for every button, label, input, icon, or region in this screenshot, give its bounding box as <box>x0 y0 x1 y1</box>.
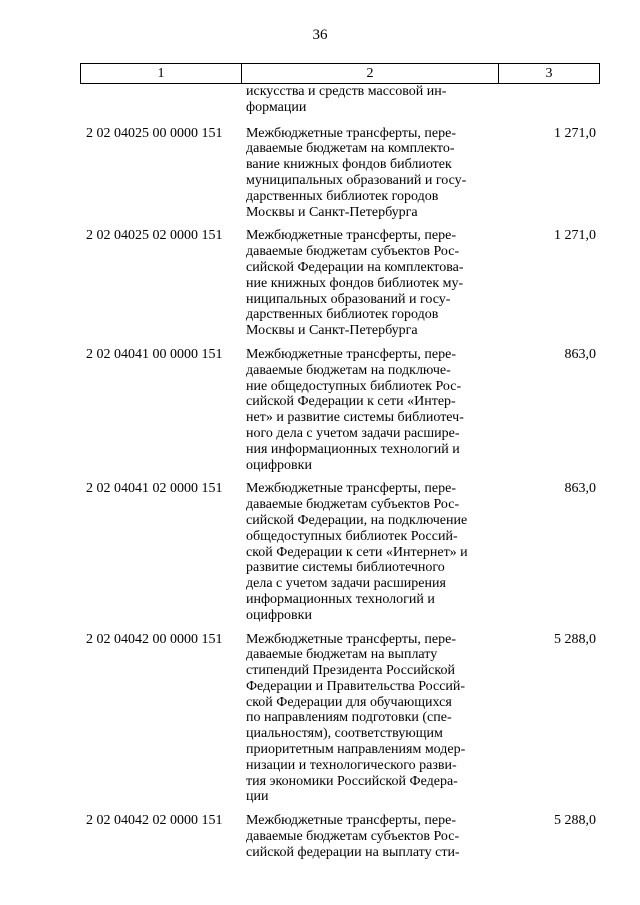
row-description: Межбюджетные трансферты, пере- даваемые бюджетам субъектов Рос- сийской Федерации, на подключение общедоступных библиотек Россий- ской Федерации к сети «Интернет» и развитие системы библиотечного дела с учетом задачи расширения информационных технологий и оцифровки <box>246 481 468 623</box>
table-row <box>80 813 600 860</box>
row-amount: 5 288,0 <box>554 631 596 647</box>
row-description: Межбюджетные трансферты, пере- даваемые бюджетам на подключе- ние общедоступных библиотек Рос- сийской Федерации к сети «Интер- нет» и развитие системы библиотеч- ного дела с учетом задачи расшире- ния информационных технологий и оцифровки <box>246 346 464 473</box>
row-amount: 863,0 <box>564 346 596 362</box>
table-header <box>80 63 600 84</box>
budget-code: 2 02 04025 02 0000 151 <box>86 228 223 244</box>
budget-code: 2 02 04041 02 0000 151 <box>86 481 223 497</box>
row-amount: 1 271,0 <box>554 228 596 244</box>
row-amount: 5 288,0 <box>554 813 596 829</box>
row-description: искусства и средств массовой ин- формации <box>246 84 447 115</box>
budget-code: 2 02 04041 00 0000 151 <box>86 346 223 362</box>
budget-code: 2 02 04025 00 0000 151 <box>86 125 223 141</box>
row-description: Межбюджетные трансферты, пере- даваемые бюджетам на комплекто- вание книжных фондов библиотек муниципальных образований и госу- дарственных библиотек городов Москвы и Санкт-Петербурга <box>246 125 467 220</box>
table-row <box>80 228 600 339</box>
page-number: 36 <box>312 27 328 43</box>
table-row <box>80 481 600 623</box>
budget-code <box>80 84 244 116</box>
table-row <box>80 126 600 221</box>
row-description: Межбюджетные трансферты, пере- даваемые бюджетам субъектов Рос- сийской Федерации на комплектова- ние книжных фондов библиотек му- ниципальных образований и госу- дарственных библиотек городов Москвы и Санкт-Петербурга <box>246 228 464 339</box>
budget-code: 2 02 04042 00 0000 151 <box>86 631 223 647</box>
row-description: Межбюджетные трансферты, пере- даваемые бюджетам субъектов Рос- сийской федерации на выплату сти- <box>246 813 460 860</box>
row-amount: 1 271,0 <box>554 125 596 141</box>
row-amount <box>496 84 600 116</box>
column-header-3: 3 <box>545 66 553 81</box>
table-row <box>80 632 600 806</box>
row-description: Межбюджетные трансферты, пере- даваемые бюджетам на выплату стипендий Президента Российской Федерации и Правительства Россий- ской Федерации для обучающихся по направлениям подготовки (спе- циальностям), соответствующим приоритетным направлениям модер- низации и технологического разви- тия экономики Российской Федера- ции <box>246 631 466 805</box>
table-body <box>80 84 600 869</box>
row-amount: 863,0 <box>564 481 596 497</box>
table-row <box>80 347 600 473</box>
column-header-2: 2 <box>242 64 499 83</box>
table-row <box>80 84 600 116</box>
column-header-1: 1 <box>81 64 242 83</box>
budget-code: 2 02 04042 02 0000 151 <box>86 813 223 829</box>
